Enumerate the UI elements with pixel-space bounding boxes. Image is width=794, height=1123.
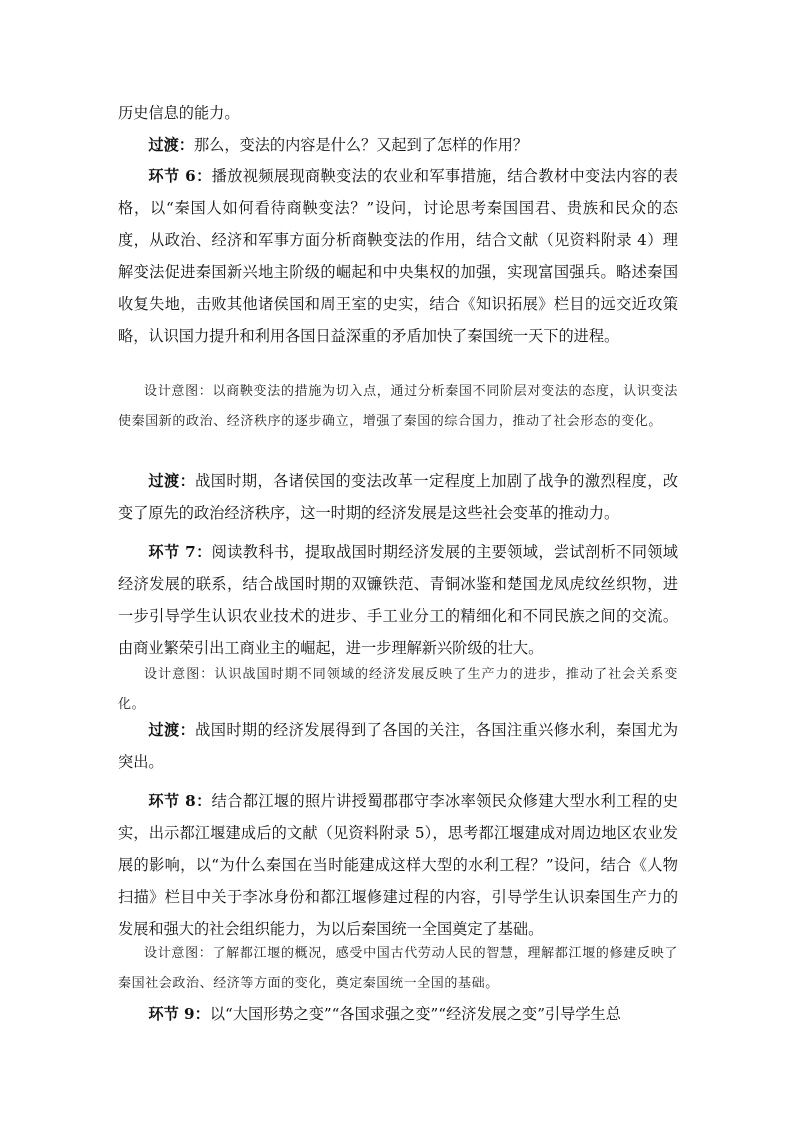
transition-label: 过渡： <box>148 721 196 739</box>
transition-label: 过渡： <box>148 136 194 154</box>
paragraph-text: 历史信息的能力。 <box>118 104 240 122</box>
step-label: 环节 6： <box>148 167 212 185</box>
step-label: 环节 7： <box>148 543 212 561</box>
design-intent-paragraph <box>118 939 678 999</box>
transition-paragraph <box>118 465 678 529</box>
paragraph-text: 阅读教科书，提取战国时期经济发展的主要领域，尝试剖析不同领域经济发展的联系，结合战国时期的双镰铁范、青铜冰鉴和楚国龙凤虎纹丝织物，进一步引导学生认识农业技术的进步、手工业分工的精细化和不同民族之间的交流。由商业繁荣引出工商业主的崛起，进一步理解新兴阶级的壮大。 <box>118 543 678 657</box>
design-intent-text: 设计意图：认识战国时期不同领域的经济发展反映了生产力的进步，推动了社会关系变化。 <box>118 667 678 712</box>
step-9-paragraph <box>118 998 678 1030</box>
step-8-paragraph <box>118 785 678 945</box>
step-label: 环节 8： <box>148 792 212 810</box>
paragraph-text: 播放视频展现商鞅变法的农业和军事措施，结合教材中变法内容的表格，以“秦国人如何看待商鞅变法？”设问，讨论思考秦国国君、贵族和民众的态度，从政治、经济和军事方面分析商鞅变法的作用，结合文献（见资料附录 4）理解变法促进秦国新兴地主阶级的崛起和中央集权的加强，实现富国强兵。略述秦国收复失地，击败其他诸侯国和周王室的史实，结合《知识拓展》栏目的远交近攻策略，认识国力提升和利用各国日益深重的矛盾加快了秦国统一天下的进程。 <box>118 167 678 345</box>
paragraph-text: 那么，变法的内容是什么？又起到了怎样的作用？ <box>193 136 529 154</box>
step-7-paragraph <box>118 536 678 664</box>
transition-paragraph <box>118 129 678 161</box>
design-intent-text: 设计意图：以商鞅变法的措施为切入点，通过分析秦国不同阶层对变法的态度，认识变法使秦国新的政治、经济秩序的逐步确立，增强了秦国的综合国力，推动了社会形态的变化。 <box>118 384 678 429</box>
transition-paragraph <box>118 714 678 778</box>
step-label: 环节 9： <box>148 1005 210 1023</box>
step-6-paragraph <box>118 160 678 352</box>
paragraph-text: 战国时期的经济发展得到了各国的关注，各国注重兴修水利，秦国尤为突出。 <box>118 721 679 771</box>
paragraph-text: 结合都江堰的照片讲授蜀郡郡守李冰率领民众修建大型水利工程的史实，出示都江堰建成后的文献（见资料附录 5），思考都江堰建成对周边地区农业发展的影响，以“为什么秦国在当时能建成这样大型的水利工程？”设问，结合《人物扫描》栏目中关于李冰身份和都江堰修建过程的内容，引导学生认识秦国生产力的发展和强大的社会组织能力，为以后秦国统一全国奠定了基础。 <box>118 792 678 938</box>
design-intent-paragraph <box>118 377 678 437</box>
transition-label: 过渡： <box>148 472 196 490</box>
paragraph-text: 以“大国形势之变”“各国求强之变”“经济发展之变”引导学生总 <box>209 1005 621 1023</box>
paragraph-text: 战国时期，各诸侯国的变法改革一定程度上加剧了战争的激烈程度，改变了原先的政治经济秩序，这一时期的经济发展是这些社会变革的推动力。 <box>118 472 679 522</box>
design-intent-paragraph <box>118 660 678 720</box>
design-intent-text: 设计意图：了解都江堰的概况，感受中国古代劳动人民的智慧，理解都江堰的修建反映了秦国社会政治、经济等方面的变化，奠定秦国统一全国的基础。 <box>118 946 678 991</box>
paragraph-continuation <box>118 97 678 129</box>
